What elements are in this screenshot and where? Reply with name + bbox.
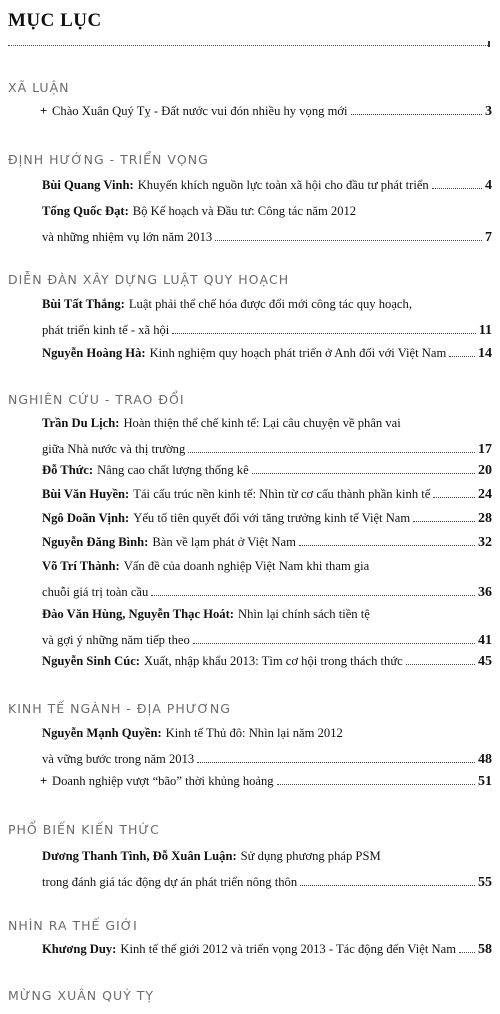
toc-entry[interactable] [42, 510, 492, 527]
toc-entry[interactable] [42, 203, 492, 246]
entry-title: Vấn đề của doanh nghiệp Việt Nam khi tham gia [123, 559, 370, 573]
section-heading-dien-dan: DIỄN ĐÀN XÂY DỰNG LUẬT QUY HOẠCH [8, 272, 290, 287]
section-heading-kinh-te-nganh: KINH TẾ NGÀNH - ĐỊA PHƯƠNG [8, 701, 231, 716]
toc-entry[interactable] [42, 177, 492, 194]
entry-author: Ngô Doãn Vịnh: [42, 511, 130, 525]
leader-dots [459, 952, 475, 953]
toc-entry[interactable] [42, 773, 492, 790]
page-number: 51 [478, 774, 492, 789]
entry-title-cont: phát triển kinh tế - xã hội [42, 323, 170, 337]
leader-dots [277, 784, 475, 785]
page-number: 3 [485, 104, 492, 119]
entry-author: Khương Duy: [42, 942, 117, 956]
entry-title-cont: và gợi ý những năm tiếp theo [42, 633, 190, 647]
entry-title: Kinh nghiệm quy hoạch phát triển ở Anh đối với Việt Nam [149, 346, 447, 360]
entry-title: Kinh tế thế giới 2012 và triển vọng 2013 - Tác động đến Việt Nam [120, 942, 456, 956]
entry-author: Võ Trí Thành: [42, 559, 120, 573]
page-number: 24 [478, 487, 492, 502]
toc-entry[interactable] [42, 103, 492, 120]
leader-dots [433, 497, 475, 498]
entry-title: Doanh nghiệp vượt “bão” thời khủng hoảng [52, 774, 274, 788]
leader-dots [300, 885, 475, 886]
toc-entry[interactable] [42, 848, 492, 891]
entry-title: Khuyến khích nguồn lực toàn xã hội cho đầu tư phát triển [137, 178, 429, 192]
entry-title: Hoàn thiện thể chế kinh tế: Lại câu chuyện về phân vai [123, 416, 401, 430]
page-number: 7 [485, 230, 492, 245]
entry-author: Trần Du Lịch: [42, 416, 120, 430]
leader-dots [172, 333, 475, 334]
entry-title: Kinh tế Thủ đô: Nhìn lại năm 2012 [165, 726, 343, 740]
toc-entry[interactable] [42, 296, 492, 339]
entry-author: Bùi Văn Huyền: [42, 487, 130, 501]
leader-dots [449, 356, 475, 357]
plus-icon: + [40, 774, 48, 788]
page-number: 45 [478, 654, 492, 669]
entry-title: Yếu tố tiên quyết đối với tăng trưởng kinh tế Việt Nam [133, 511, 411, 525]
section-heading-xa-luan: XÃ LUẬN [8, 80, 70, 95]
page-number: 17 [478, 442, 492, 457]
title-divider [8, 45, 488, 46]
section-heading-nghien-cuu: NGHIÊN CỨU - TRAO ĐỔI [8, 392, 185, 407]
page-number: 4 [485, 178, 492, 193]
entry-title: Chào Xuân Quý Tỵ - Đất nước vui đón nhiều hy vọng mới [52, 104, 348, 118]
entry-title: Xuất, nhập khẩu 2013: Tìm cơ hội trong thách thức [143, 654, 403, 668]
leader-dots [193, 643, 475, 644]
page-number: 28 [478, 511, 492, 526]
leader-dots [432, 188, 482, 189]
page-title: MỤC LỤC [8, 10, 102, 31]
entry-author: Tống Quốc Đạt: [42, 204, 129, 218]
page-number: 58 [478, 942, 492, 957]
divider-end-mark [488, 41, 490, 47]
toc-entry[interactable] [42, 653, 492, 670]
entry-author: Đào Văn Hùng, Nguyễn Thạc Hoát: [42, 607, 234, 621]
entry-author: Bùi Quang Vinh: [42, 178, 134, 192]
entry-title: Nhìn lại chính sách tiền tệ [237, 607, 370, 621]
entry-author: Dương Thanh Tình, Đỗ Xuân Luận: [42, 849, 237, 863]
toc-entry[interactable] [42, 486, 492, 503]
entry-title-cont: trong đánh giá tác động dự án phát triển nông thôn [42, 875, 298, 889]
toc-entry[interactable] [42, 462, 492, 479]
entry-title: Bộ Kế hoạch và Đầu tư: Công tác năm 2012 [132, 204, 357, 218]
entry-author: Nguyễn Đăng Bình: [42, 535, 149, 549]
toc-entry[interactable] [42, 558, 492, 601]
leader-dots [197, 762, 475, 763]
leader-dots [406, 664, 475, 665]
page-number: 41 [478, 633, 492, 648]
entry-author: Bùi Tất Thắng: [42, 297, 125, 311]
toc-entry[interactable] [42, 941, 492, 958]
entry-title: Sử dụng phương pháp PSM [240, 849, 381, 863]
toc-entry[interactable] [42, 345, 492, 362]
entry-title: Luật phải thể chế hóa được đổi mới công tác quy hoạch, [128, 297, 412, 311]
page-number: 36 [478, 585, 492, 600]
page-number: 55 [478, 875, 492, 890]
entry-author: Nguyễn Sinh Cúc: [42, 654, 140, 668]
leader-dots [188, 452, 475, 453]
page-number: 48 [478, 752, 492, 767]
entry-author: Đỗ Thức: [42, 463, 94, 477]
toc-entry[interactable] [42, 725, 492, 768]
leader-dots [151, 595, 475, 596]
entry-title-cont: chuỗi giá trị toàn cầu [42, 585, 149, 599]
section-heading-mung-xuan: MỪNG XUÂN QUÝ TỴ [8, 988, 154, 1003]
leader-dots [215, 240, 482, 241]
section-heading-pho-bien: PHỔ BIẾN KIẾN THỨC [8, 822, 160, 837]
entry-author: Nguyễn Hoàng Hà: [42, 346, 146, 360]
entry-title-cont: và vững bước trong năm 2013 [42, 752, 195, 766]
leader-dots [252, 473, 475, 474]
leader-dots [351, 114, 482, 115]
page-number: 32 [478, 535, 492, 550]
entry-author: Nguyễn Mạnh Quyền: [42, 726, 162, 740]
section-heading-dinh-huong: ĐỊNH HƯỚNG - TRIỂN VỌNG [8, 152, 209, 167]
page-number: 14 [478, 346, 492, 361]
entry-title: Nâng cao chất lượng thống kê [97, 463, 249, 477]
entry-title-cont: giữa Nhà nước và thị trường [42, 442, 186, 456]
page-number: 20 [478, 463, 492, 478]
plus-icon: + [40, 104, 48, 118]
entry-title-cont: và những nhiệm vụ lớn năm 2013 [42, 230, 213, 244]
entry-title: Bàn về lạm phát ở Việt Nam [152, 535, 296, 549]
leader-dots [299, 545, 475, 546]
toc-entry[interactable] [42, 534, 492, 551]
page-number: 11 [478, 323, 492, 338]
toc-entry[interactable] [42, 606, 492, 649]
entry-title: Tái cấu trúc nền kinh tế: Nhìn từ cơ cấu thành phần kinh tế [133, 487, 431, 501]
section-heading-nhin-ra: NHÌN RA THẾ GIỚI [8, 918, 138, 933]
leader-dots [413, 521, 475, 522]
toc-entry[interactable] [42, 415, 492, 458]
